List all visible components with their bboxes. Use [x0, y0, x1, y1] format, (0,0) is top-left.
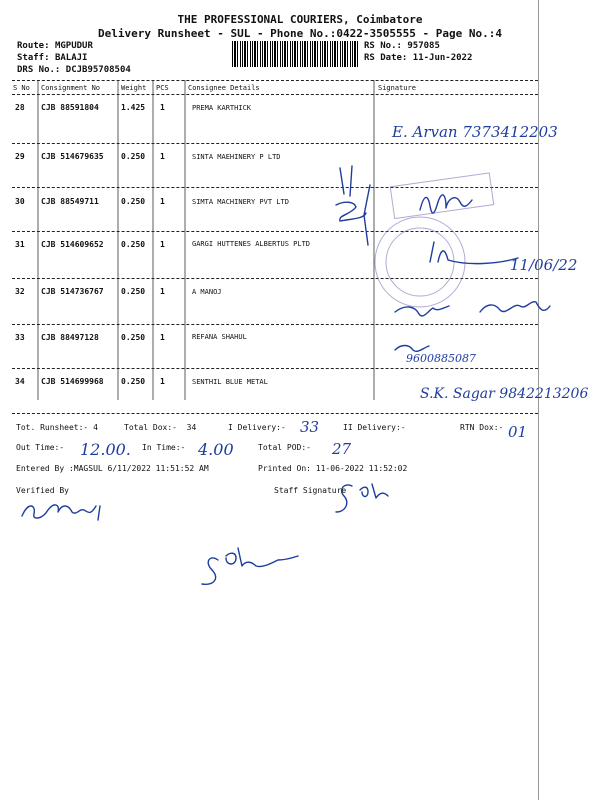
out-time-value: 12.00.	[80, 440, 131, 459]
ii-delivery: II Delivery:-	[343, 423, 406, 432]
row-sno: 31	[15, 240, 25, 249]
row-consignee: SINTA MAEHINERY P LTD	[192, 153, 281, 161]
row28-handwriting: E. Arvan 7373412203	[392, 123, 558, 141]
row-weight: 1.425	[121, 103, 146, 112]
row-consignment: CJB 514609652	[41, 240, 104, 249]
i-delivery-label: I Delivery:-	[228, 423, 286, 432]
tot-runsheet-value: 4	[93, 423, 98, 432]
row34-handwriting: S.K. Sagar 9842213206	[420, 386, 589, 402]
total-dox	[124, 423, 196, 433]
staff-value: BALAJI	[54, 53, 88, 63]
row-sno: 29	[15, 152, 25, 161]
drs-label: DRS No.:	[17, 65, 61, 75]
row-consignment: CJB 88549711	[41, 197, 99, 206]
rtn-dox-value: 01	[508, 423, 528, 441]
col-pcs: PCS	[156, 84, 169, 92]
rs-date-value: 11-Jun-2022	[412, 53, 473, 63]
row-consignee: SENTHIL BLUE METAL	[192, 378, 268, 386]
company-title: THE PROFESSIONAL COURIERS, Coimbatore	[177, 13, 423, 26]
total-dox-label: Total Dox:-	[124, 423, 177, 432]
row-pcs: 1	[160, 333, 165, 342]
col-signature: Signature	[378, 84, 416, 92]
out-time-label: Out Time:-	[16, 443, 65, 452]
i-delivery	[228, 423, 286, 433]
rs-no-label: RS No.:	[364, 41, 402, 51]
row-consignment: CJB 88591804	[41, 103, 99, 112]
row31-signature	[430, 242, 518, 264]
row-consignment: CJB 514699968	[41, 377, 104, 386]
row-consignee: SIMTA MACHINERY PVT LTD	[192, 198, 289, 206]
row-pcs: 1	[160, 152, 165, 161]
row-weight: 0.250	[121, 240, 146, 249]
row-pcs: 1	[160, 103, 165, 112]
row-consignee: A MANOJ	[192, 288, 222, 296]
tot-runsheet-label: Tot. Runsheet:-	[16, 423, 89, 432]
staff-signature-label: Staff Signature	[274, 486, 347, 495]
row-pcs: 1	[160, 287, 165, 296]
route-value: MGPUDUR	[54, 41, 93, 51]
rs-date-label: RS Date:	[364, 53, 408, 63]
in-time-label: In Time:-	[142, 443, 186, 452]
row-weight: 0.250	[121, 197, 146, 206]
col-consignment: Consignment No	[41, 84, 101, 92]
total-pod-value: 27	[332, 440, 352, 458]
col-weight: Weight	[121, 84, 147, 92]
row-consignment: CJB 88497128	[41, 333, 99, 342]
row-sno: 30	[15, 197, 25, 206]
runsheet-subtitle: Delivery Runsheet - SUL - Phone No.:0422-3505555 - Page No.:4	[98, 27, 502, 40]
total-pod-label: Total POD:-	[258, 443, 311, 452]
row31-date: 11/06/22	[510, 256, 578, 274]
row33-signature	[395, 346, 429, 352]
row33-phone: 9600885087	[406, 352, 476, 365]
total-dox-value: 34	[186, 423, 197, 432]
lower-signature	[202, 548, 298, 584]
row-sno: 28	[15, 103, 25, 112]
row-weight: 0.250	[121, 333, 146, 342]
row29-signature	[336, 166, 370, 245]
row-consignment: CJB 514736767	[41, 287, 104, 296]
printed-on: Printed On: 11-06-2022 11:52:02	[258, 464, 408, 473]
row-sno: 34	[15, 377, 25, 386]
staff-label: Staff:	[17, 53, 50, 63]
row30-signature	[420, 195, 472, 213]
row-sno: 33	[15, 333, 25, 342]
row-pcs: 1	[160, 240, 165, 249]
row-consignment: CJB 514679635	[41, 152, 104, 161]
delivery-stamp	[375, 173, 494, 307]
verified-by-signature	[22, 505, 100, 520]
row-consignee: PREMA KARTHICK	[192, 104, 252, 112]
row-pcs: 1	[160, 197, 165, 206]
drs-value: DCJB95708504	[65, 65, 131, 75]
i-delivery-value: 33	[300, 418, 320, 436]
tot-runsheet	[16, 423, 98, 433]
col-sno: S No	[13, 84, 30, 92]
entered-by: Entered By :MAGSUL 6/11/2022 11:51:52 AM	[16, 464, 209, 473]
row-sno: 32	[15, 287, 25, 296]
route-label: Route:	[17, 41, 50, 51]
verified-by-label: Verified By	[16, 486, 69, 495]
rtn-dox-label: RTN Dox:-	[460, 423, 504, 432]
row-weight: 0.250	[121, 287, 146, 296]
row-consignee: GARGI HUTTENES ALBERTUS PLTD	[192, 240, 311, 248]
rs-no-value: 957085	[407, 41, 440, 51]
row-weight: 0.250	[121, 152, 146, 161]
in-time-value: 4.00	[198, 440, 234, 459]
col-consignee: Consignee Details	[188, 84, 260, 92]
row-consignee: REFANA SHAHUL	[192, 333, 247, 341]
rtn-dox	[460, 423, 503, 433]
row-weight: 0.250	[121, 377, 146, 386]
row32-signature	[395, 302, 550, 316]
row-pcs: 1	[160, 377, 165, 386]
